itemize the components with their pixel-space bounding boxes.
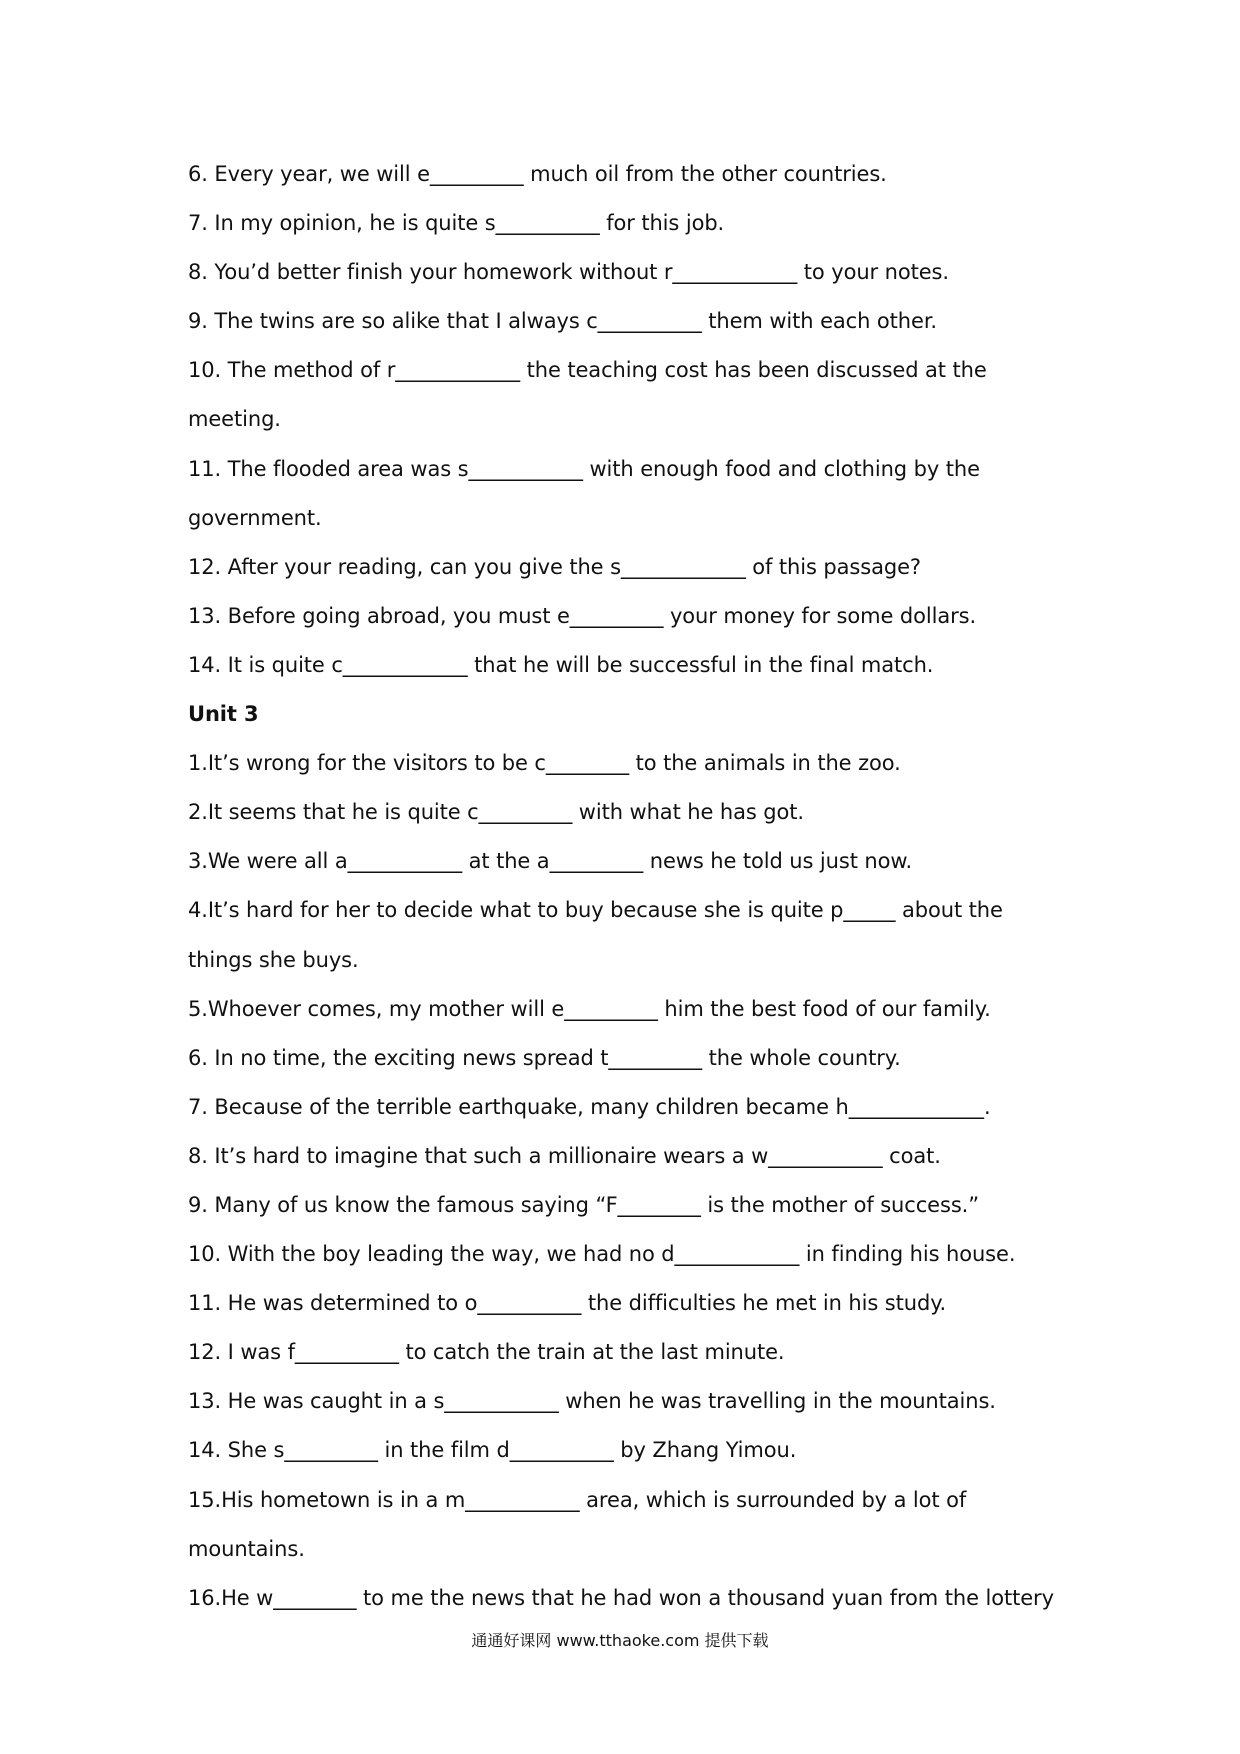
exercise-line: 8. It’s hard to imagine that such a millionaire wears a w___________ coat. (188, 1143, 941, 1168)
exercise-line: 2.It seems that he is quite c_________ with what he has got. (188, 800, 804, 825)
exercise-line: 7. Because of the terrible earthquake, many children became h_____________. (188, 1094, 991, 1119)
exercise-line: government. (188, 505, 322, 530)
exercise-line: 8. You’d better finish your homework without r____________ to your notes. (188, 260, 949, 285)
page-footer: 通通好课网 www.tthaoke.com 提供下载 (471, 1631, 769, 1650)
exercise-line: 6. Every year, we will e_________ much oil from the other countries. (188, 162, 887, 186)
exercise-line: mountains. (188, 1536, 305, 1561)
exercise-line: 7. In my opinion, he is quite s__________ for this job. (188, 211, 725, 236)
exercise-line: 14. It is quite c____________ that he will be successful in the final match. (188, 652, 934, 677)
exercise-line: 13. Before going abroad, you must e_________ your money for some dollars. (188, 603, 977, 628)
exercise-line: 11. The flooded area was s___________ with enough food and clothing by the (188, 456, 980, 481)
exercise-line: 10. The method of r____________ the teaching cost has been discussed at the (188, 358, 987, 383)
unit-heading: Unit 3 (188, 702, 259, 727)
exercise-line: 9. Many of us know the famous saying “F________ is the mother of success.” (188, 1192, 980, 1217)
exercise-line: 4.It’s hard for her to decide what to buy because she is quite p_____ about the (188, 898, 1003, 923)
exercise-line: 6. In no time, the exciting news spread t_________ the whole country. (188, 1045, 901, 1070)
exercise-line: 1.It’s wrong for the visitors to be c________ to the animals in the zoo. (188, 751, 901, 776)
exercise-line: 11. He was determined to o__________ the difficulties he met in his study. (188, 1291, 947, 1316)
exercise-line: 14. She s_________ in the film d__________ by Zhang Yimou. (188, 1438, 797, 1463)
exercise-line: 12. I was f__________ to catch the train at the last minute. (188, 1340, 785, 1365)
exercise-line: 9. The twins are so alike that I always c__________ them with each other. (188, 309, 937, 334)
exercise-line: meeting. (188, 407, 281, 432)
exercise-line: 13. He was caught in a s___________ when he was travelling in the mountains. (188, 1389, 996, 1414)
exercise-line: 10. With the boy leading the way, we had no d____________ in finding his house. (188, 1242, 1016, 1267)
exercise-line: 16.He w________ to me the news that he had won a thousand yuan from the lottery (188, 1585, 1054, 1610)
exercise-line: 12. After your reading, can you give the s____________ of this passage? (188, 554, 921, 579)
exercise-line: 3.We were all a___________ at the a_________ news he told us just now. (188, 849, 913, 874)
exercise-line: 5.Whoever comes, my mother will e_________ him the best food of our family. (188, 996, 991, 1021)
exercise-page (188, 150, 1088, 1623)
exercise-line: things she buys. (188, 947, 359, 972)
exercise-line: 15.His hometown is in a m___________ area, which is surrounded by a lot of (188, 1487, 967, 1512)
